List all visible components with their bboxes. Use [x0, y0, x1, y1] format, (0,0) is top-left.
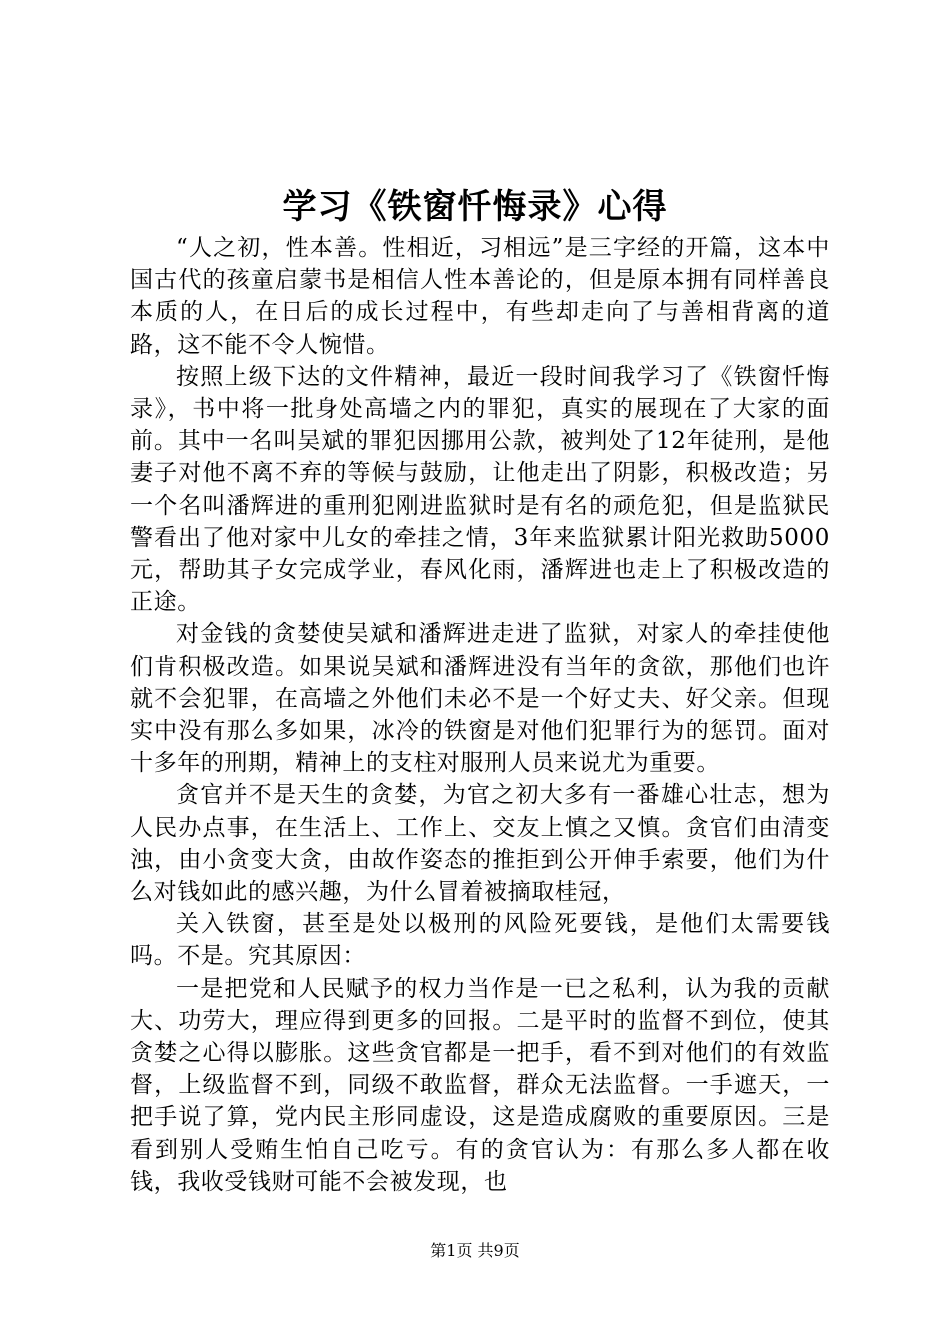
document-body: [130, 232, 830, 1198]
paragraph-3: 对金钱的贪婪使吴斌和潘辉进走进了监狱，对家人的牵挂使他们肯积极改造。如果说吴斌和潘辉进没有当年的贪欲，那他们也许就不会犯罪，在高墙之外他们未必不是一个好丈夫、好父亲。但现实中没有那么多如果，冰冷的铁窗是对他们犯罪行为的惩罚。面对十多年的刑期，精神上的支柱对服刑人员来说尤为重要。: [130, 621, 830, 777]
paragraph-1: “人之初，性本善。性相近，习相远”是三字经的开篇，这本中国古代的孩童启蒙书是相信人性本善论的，但是原本拥有同样善良本质的人，在日后的成长过程中，有些却走向了与善相背离的道路，这不能不令人惋惜。: [130, 235, 830, 358]
paragraph-5: 关入铁窗，甚至是处以极刑的风险死要钱，是他们太需要钱吗。不是。究其原因：: [130, 911, 830, 970]
page-number-footer: 第1页 共9页: [430, 1241, 520, 1260]
document-title: 学习《铁窗忏悔录》心得: [282, 187, 668, 227]
paragraph-4: 贪官并不是天生的贪婪，为官之初大多有一番雄心壮志，想为人民办点事，在生活上、工作上、交友上慎之又慎。贪官们由清变浊，由小贪变大贪，由故作姿态的推拒到公开伸手索要，他们为什么对钱如此的感兴趣，为什么冒着被摘取桂冠，: [130, 782, 830, 906]
paragraph-6: 一是把党和人民赋予的权力当作是一已之私利，认为我的贡献大、功劳大，理应得到更多的回报。二是平时的监督不到位，使其贪婪之心得以膨胀。这些贪官都是一把手，看不到对他们的有效监督，上级监督不到，同级不敢监督，群众无法监督。一手遮天，一把手说了算，党内民主形同虚设，这是造成腐败的重要原因。三是看到别人受贿生怕自己吃亏。有的贪官认为：有那么多人都在收钱，我收受钱财可能不会被发现，也: [130, 975, 830, 1195]
paragraph-2: 按照上级下达的文件精神，最近一段时间我学习了《铁窗忏悔录》，书中将一批身处高墙之内的罪犯，真实的展现在了大家的面前。其中一名叫吴斌的罪犯因挪用公款，被判处了12年徒刑，是他妻子对他不离不弃的等候与鼓励，让他走出了阴影，积极改造；另一个名叫潘辉进的重刑犯刚进监狱时是有名的顽危犯，但是监狱民警看出了他对家中儿女的牵挂之情，3年来监狱累计阳光救助5000元，帮助其子女完成学业，春风化雨，潘辉进也走上了积极改造的正途。: [130, 363, 830, 616]
